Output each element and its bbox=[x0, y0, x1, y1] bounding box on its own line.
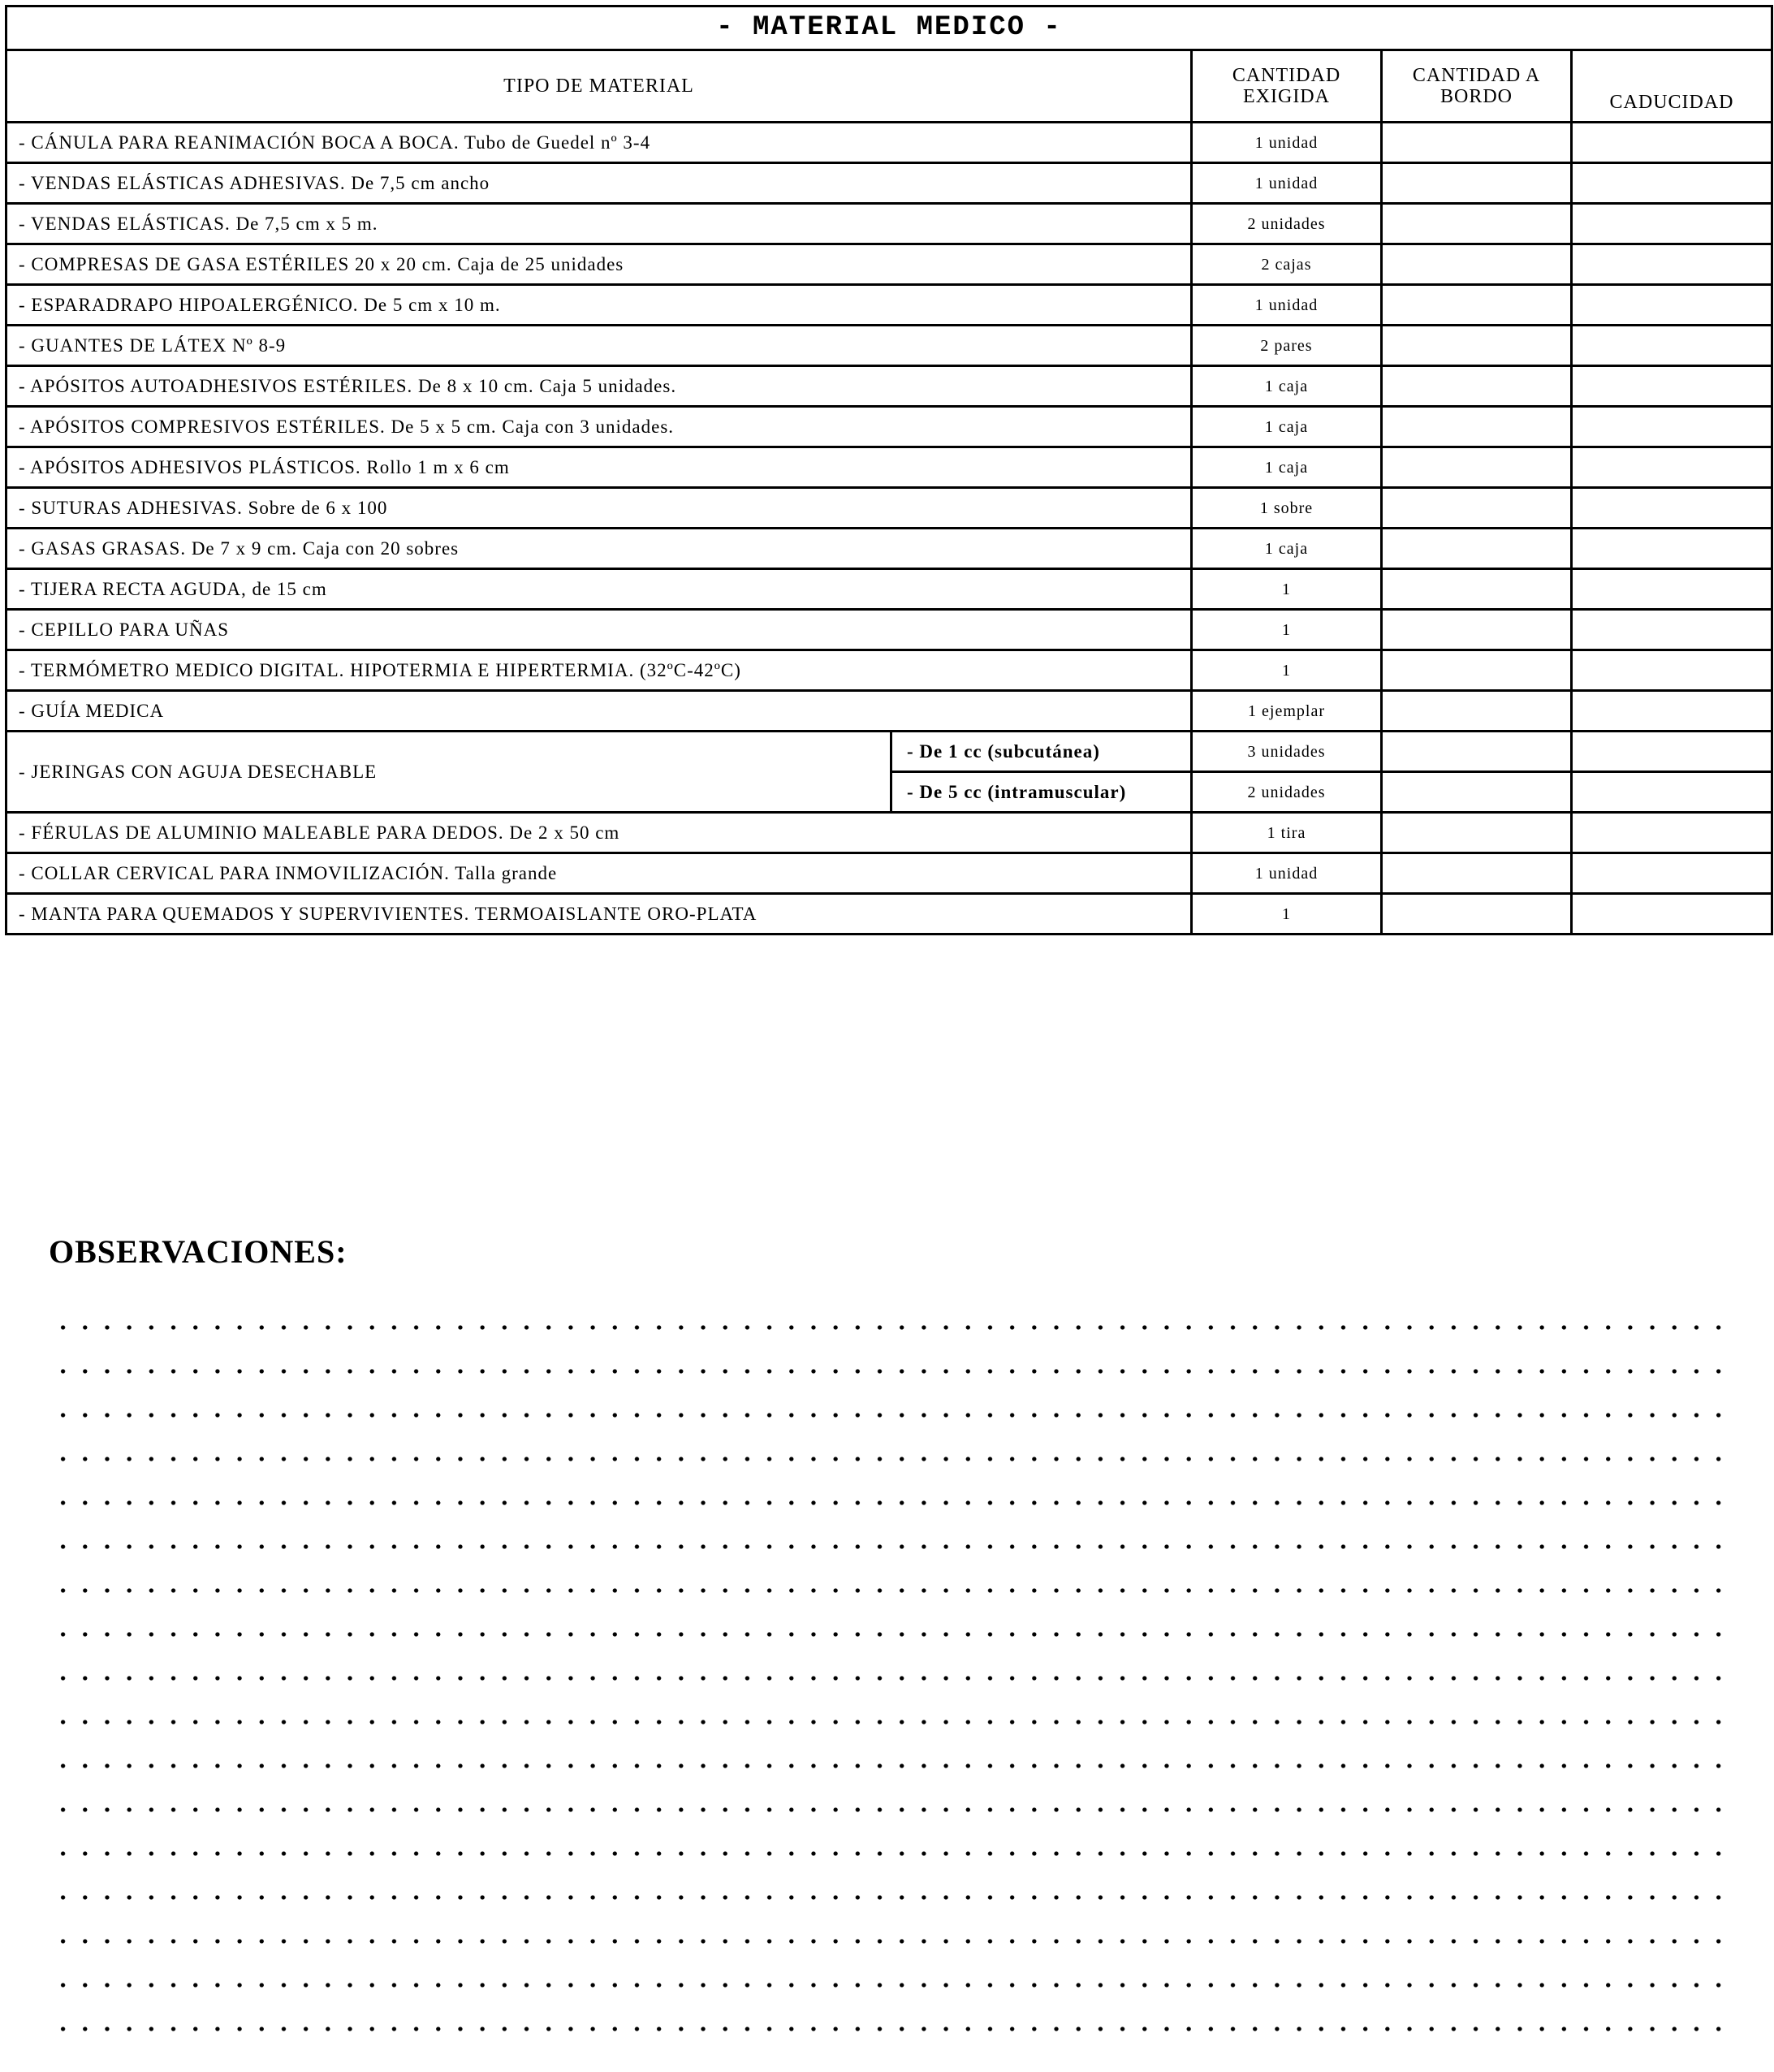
table-row bbox=[6, 123, 1772, 163]
caducidad-cell[interactable] bbox=[1572, 813, 1772, 853]
cantidad-exigida-cell: 1 caja bbox=[1192, 529, 1382, 569]
caducidad-cell[interactable] bbox=[1572, 772, 1772, 813]
cantidad-a-bordo-cell[interactable] bbox=[1382, 447, 1572, 488]
observaciones-heading: OBSERVACIONES: bbox=[49, 1233, 347, 1270]
table-row bbox=[6, 366, 1772, 407]
cantidad-exigida-cell: 1 tira bbox=[1192, 813, 1382, 853]
caducidad-cell[interactable] bbox=[1572, 163, 1772, 204]
cantidad-a-bordo-cell[interactable] bbox=[1382, 772, 1572, 813]
cantidad-exigida-cell: 1 unidad bbox=[1192, 123, 1382, 163]
observaciones-line[interactable] bbox=[52, 1656, 1729, 1700]
table-row bbox=[6, 529, 1772, 569]
caducidad-cell[interactable] bbox=[1572, 894, 1772, 935]
material-type-cell: - TERMÓMETRO MEDICO DIGITAL. HIPOTERMIA E HIPERTERMIA. (32ºC-42ºC) bbox=[6, 650, 1192, 691]
caducidad-cell[interactable] bbox=[1572, 326, 1772, 366]
material-type-cell: - CEPILLO PARA UÑAS bbox=[6, 610, 1192, 650]
table-row bbox=[6, 691, 1772, 732]
caducidad-cell[interactable] bbox=[1572, 853, 1772, 894]
material-type-cell: - VENDAS ELÁSTICAS ADHESIVAS. De 7,5 cm ancho bbox=[6, 163, 1192, 204]
caducidad-cell[interactable] bbox=[1572, 447, 1772, 488]
table-row bbox=[6, 407, 1772, 447]
cantidad-exigida-cell: 1 caja bbox=[1192, 366, 1382, 407]
material-type-cell: - APÓSITOS AUTOADHESIVOS ESTÉRILES. De 8 x 10 cm. Caja 5 unidades. bbox=[6, 366, 1192, 407]
observaciones-line[interactable] bbox=[52, 1306, 1729, 1349]
cantidad-a-bordo-cell[interactable] bbox=[1382, 123, 1572, 163]
table-row bbox=[6, 204, 1772, 244]
header-cantidad-a-bordo: CANTIDAD A BORDO bbox=[1382, 50, 1572, 123]
material-type-cell: - JERINGAS CON AGUJA DESECHABLE bbox=[6, 732, 891, 813]
material-type-cell: - COLLAR CERVICAL PARA INMOVILIZACIÓN. Talla grande bbox=[6, 853, 1192, 894]
caducidad-cell[interactable] bbox=[1572, 610, 1772, 650]
observaciones-line[interactable] bbox=[52, 1525, 1729, 1569]
jeringa-subtype-cell: - De 5 cc (intramuscular) bbox=[891, 772, 1192, 813]
table-row bbox=[6, 732, 1772, 772]
caducidad-cell[interactable] bbox=[1572, 691, 1772, 732]
material-type-cell: - GUÍA MEDICA bbox=[6, 691, 1192, 732]
material-type-cell: - TIJERA RECTA AGUDA, de 15 cm bbox=[6, 569, 1192, 610]
cantidad-exigida-cell: 1 sobre bbox=[1192, 488, 1382, 529]
table-row bbox=[6, 488, 1772, 529]
material-type-cell: - SUTURAS ADHESIVAS. Sobre de 6 x 100 bbox=[6, 488, 1192, 529]
table-title: - MATERIAL MEDICO - bbox=[6, 6, 1772, 50]
observaciones-lines bbox=[52, 1306, 1729, 2051]
caducidad-cell[interactable] bbox=[1572, 732, 1772, 772]
cantidad-exigida-cell: 3 unidades bbox=[1192, 732, 1382, 772]
jeringa-subtype-cell: - De 1 cc (subcutánea) bbox=[891, 732, 1192, 772]
caducidad-cell[interactable] bbox=[1572, 407, 1772, 447]
cantidad-a-bordo-cell[interactable] bbox=[1382, 366, 1572, 407]
cantidad-exigida-cell: 2 unidades bbox=[1192, 772, 1382, 813]
cantidad-exigida-cell: 2 unidades bbox=[1192, 204, 1382, 244]
table-row bbox=[6, 853, 1772, 894]
observaciones-line[interactable] bbox=[52, 1569, 1729, 1612]
observaciones-line[interactable] bbox=[52, 1393, 1729, 1437]
cantidad-a-bordo-cell[interactable] bbox=[1382, 691, 1572, 732]
header-caducidad: CADUCIDAD bbox=[1572, 50, 1772, 123]
cantidad-exigida-cell: 1 caja bbox=[1192, 447, 1382, 488]
observaciones-line[interactable] bbox=[52, 1832, 1729, 1876]
cantidad-a-bordo-cell[interactable] bbox=[1382, 853, 1572, 894]
cantidad-exigida-cell: 1 bbox=[1192, 650, 1382, 691]
observaciones-line[interactable] bbox=[52, 1963, 1729, 2007]
cantidad-exigida-cell: 2 cajas bbox=[1192, 244, 1382, 285]
table-row bbox=[6, 894, 1772, 935]
observaciones-line[interactable] bbox=[52, 1700, 1729, 1744]
cantidad-a-bordo-cell[interactable] bbox=[1382, 610, 1572, 650]
cantidad-exigida-cell: 2 pares bbox=[1192, 326, 1382, 366]
cantidad-exigida-cell: 1 caja bbox=[1192, 407, 1382, 447]
material-type-cell: - COMPRESAS DE GASA ESTÉRILES 20 x 20 cm. Caja de 25 unidades bbox=[6, 244, 1192, 285]
material-type-cell: - VENDAS ELÁSTICAS. De 7,5 cm x 5 m. bbox=[6, 204, 1192, 244]
cantidad-a-bordo-cell[interactable] bbox=[1382, 650, 1572, 691]
cantidad-exigida-cell: 1 unidad bbox=[1192, 163, 1382, 204]
cantidad-a-bordo-cell[interactable] bbox=[1382, 163, 1572, 204]
cantidad-a-bordo-cell[interactable] bbox=[1382, 285, 1572, 326]
table-row bbox=[6, 813, 1772, 853]
cantidad-a-bordo-cell[interactable] bbox=[1382, 894, 1572, 935]
material-type-cell: - GUANTES DE LÁTEX Nº 8-9 bbox=[6, 326, 1192, 366]
material-type-cell: - MANTA PARA QUEMADOS Y SUPERVIVIENTES. TERMOAISLANTE ORO-PLATA bbox=[6, 894, 1192, 935]
material-medico-table bbox=[5, 5, 1773, 935]
header-tipo-de-material: TIPO DE MATERIAL bbox=[6, 50, 1192, 123]
caducidad-cell[interactable] bbox=[1572, 488, 1772, 529]
observaciones-line[interactable] bbox=[52, 1744, 1729, 1788]
material-type-cell: - ESPARADRAPO HIPOALERGÉNICO. De 5 cm x 10 m. bbox=[6, 285, 1192, 326]
cantidad-a-bordo-cell[interactable] bbox=[1382, 244, 1572, 285]
caducidad-cell[interactable] bbox=[1572, 244, 1772, 285]
table-row bbox=[6, 650, 1772, 691]
cantidad-a-bordo-cell[interactable] bbox=[1382, 529, 1572, 569]
cantidad-a-bordo-cell[interactable] bbox=[1382, 732, 1572, 772]
cantidad-exigida-cell: 1 bbox=[1192, 894, 1382, 935]
observaciones-line[interactable] bbox=[52, 1612, 1729, 1656]
cantidad-a-bordo-cell[interactable] bbox=[1382, 813, 1572, 853]
caducidad-cell[interactable] bbox=[1572, 204, 1772, 244]
cantidad-a-bordo-cell[interactable] bbox=[1382, 569, 1572, 610]
material-type-cell: - CÁNULA PARA REANIMACIÓN BOCA A BOCA. Tubo de Guedel nº 3-4 bbox=[6, 123, 1192, 163]
observaciones-line[interactable] bbox=[52, 1919, 1729, 1963]
caducidad-cell[interactable] bbox=[1572, 569, 1772, 610]
material-type-cell: - FÉRULAS DE ALUMINIO MALEABLE PARA DEDOS. De 2 x 50 cm bbox=[6, 813, 1192, 853]
caducidad-cell[interactable] bbox=[1572, 650, 1772, 691]
table-row bbox=[6, 285, 1772, 326]
cantidad-exigida-cell: 1 bbox=[1192, 610, 1382, 650]
material-type-cell: - GASAS GRASAS. De 7 x 9 cm. Caja con 20 sobres bbox=[6, 529, 1192, 569]
observaciones-line[interactable] bbox=[52, 1481, 1729, 1525]
observaciones-line[interactable] bbox=[52, 1437, 1729, 1481]
table-row bbox=[6, 244, 1772, 285]
cantidad-exigida-cell: 1 ejemplar bbox=[1192, 691, 1382, 732]
cantidad-exigida-cell: 1 unidad bbox=[1192, 285, 1382, 326]
cantidad-a-bordo-cell[interactable] bbox=[1382, 488, 1572, 529]
observaciones-line[interactable] bbox=[52, 2007, 1729, 2051]
caducidad-cell[interactable] bbox=[1572, 366, 1772, 407]
header-cantidad-exigida: CANTIDAD EXIGIDA bbox=[1192, 50, 1382, 123]
table-row bbox=[6, 163, 1772, 204]
caducidad-cell[interactable] bbox=[1572, 529, 1772, 569]
cantidad-exigida-cell: 1 bbox=[1192, 569, 1382, 610]
table-row bbox=[6, 610, 1772, 650]
caducidad-cell[interactable] bbox=[1572, 123, 1772, 163]
observaciones-line[interactable] bbox=[52, 1876, 1729, 1919]
cantidad-a-bordo-cell[interactable] bbox=[1382, 407, 1572, 447]
table-row bbox=[6, 326, 1772, 366]
observaciones-line[interactable] bbox=[52, 1788, 1729, 1832]
caducidad-cell[interactable] bbox=[1572, 285, 1772, 326]
cantidad-a-bordo-cell[interactable] bbox=[1382, 326, 1572, 366]
material-type-cell: - APÓSITOS COMPRESIVOS ESTÉRILES. De 5 x 5 cm. Caja con 3 unidades. bbox=[6, 407, 1192, 447]
material-type-cell: - APÓSITOS ADHESIVOS PLÁSTICOS. Rollo 1 m x 6 cm bbox=[6, 447, 1192, 488]
table-row bbox=[6, 447, 1772, 488]
cantidad-exigida-cell: 1 unidad bbox=[1192, 853, 1382, 894]
observaciones-line[interactable] bbox=[52, 1349, 1729, 1393]
cantidad-a-bordo-cell[interactable] bbox=[1382, 204, 1572, 244]
table-row bbox=[6, 569, 1772, 610]
